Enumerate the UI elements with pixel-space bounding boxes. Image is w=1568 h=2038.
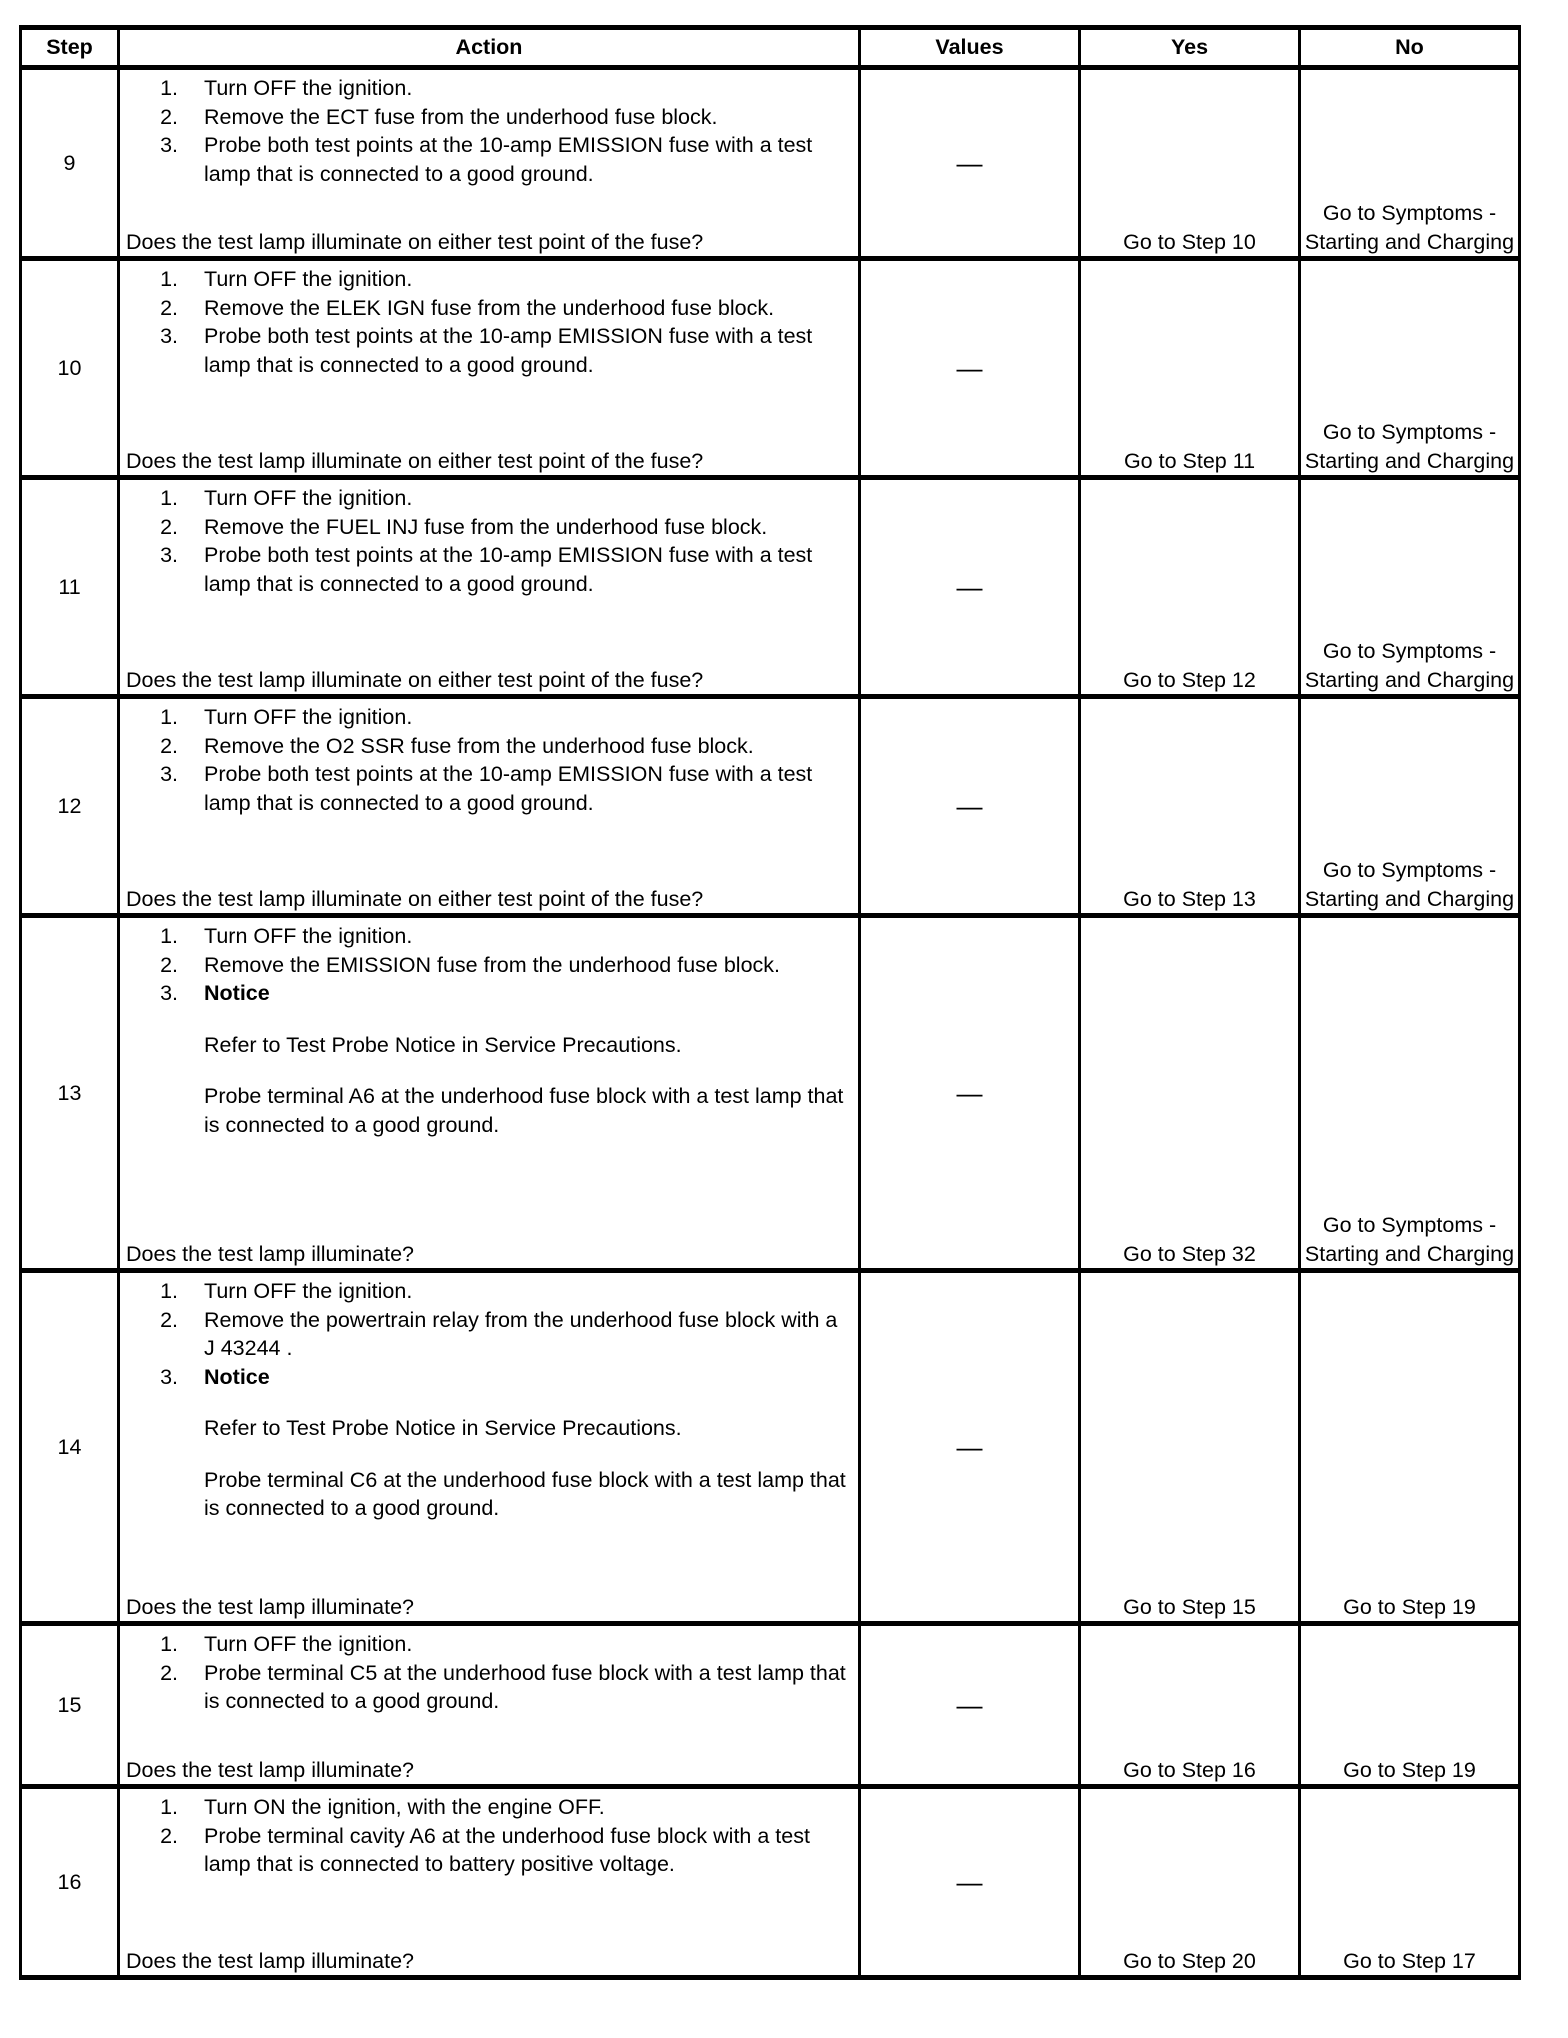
step-number: 10 — [21, 259, 119, 478]
action-cell — [119, 916, 860, 1271]
instruction-list — [126, 74, 852, 188]
question-text: Does the test lamp illuminate on either test point of the fuse? — [126, 448, 704, 473]
instruction-list — [126, 1277, 852, 1523]
action-cell — [119, 1787, 860, 1978]
instruction-list — [126, 265, 852, 379]
yes-link[interactable]: Go to Step 12 — [1080, 478, 1300, 697]
step-instruction-text: Turn OFF the ignition. — [204, 267, 413, 291]
item-number: 3. — [160, 133, 178, 157]
item-number: 1. — [160, 924, 178, 948]
step-instruction-text: Probe both test points at the 10-amp EMISSION fuse with a test lamp that is connected to a good ground. — [204, 324, 813, 377]
question-text: Does the test lamp illuminate on either test point of the fuse? — [126, 229, 704, 254]
yes-link[interactable]: Go to Step 11 — [1080, 259, 1300, 478]
step-instruction-text: Probe terminal cavity A6 at the underhood fuse block with a test lamp that is connected to battery positive voltage. — [204, 1823, 810, 1876]
header-action: Action — [119, 28, 860, 68]
yes-link[interactable]: Go to Step 15 — [1080, 1271, 1300, 1624]
item-number: 1. — [160, 76, 178, 100]
no-link[interactable]: Go to Step 19 — [1300, 1271, 1520, 1624]
instruction-list — [126, 484, 852, 598]
instruction-item — [126, 541, 852, 598]
header-row — [21, 28, 1520, 68]
table-row — [21, 916, 1520, 1271]
step-instruction-text: Turn OFF the ignition. — [204, 705, 413, 729]
instruction-item — [126, 732, 852, 761]
no-link[interactable]: Go to Step 19 — [1300, 1624, 1520, 1787]
yes-link[interactable]: Go to Step 10 — [1080, 68, 1300, 259]
header-step: Step — [21, 28, 119, 68]
table-row — [21, 259, 1520, 478]
question-text: Does the test lamp illuminate? — [126, 1948, 415, 1973]
instruction-item — [126, 103, 852, 132]
step-instruction-text: Remove the EMISSION fuse from the underhood fuse block. — [204, 952, 781, 977]
notice-label: Notice — [204, 1364, 270, 1389]
no-link[interactable]: Go to Symptoms - Starting and Charging — [1300, 697, 1520, 916]
notice-paragraph: Probe terminal A6 at the underhood fuse block with a test lamp that is connected to a good ground. — [204, 1084, 844, 1137]
no-link[interactable]: Go to Step 17 — [1300, 1787, 1520, 1978]
step-instruction-text: Probe both test points at the 10-amp EMISSION fuse with a test lamp that is connected to a good ground. — [204, 762, 813, 815]
instruction-item — [126, 1793, 852, 1822]
instruction-item — [126, 131, 852, 188]
values-cell: — — [860, 68, 1080, 259]
item-number: 1. — [160, 705, 178, 729]
step-instruction-text: Turn OFF the ignition. — [204, 486, 413, 510]
notice-paragraph: Refer to Test Probe Notice in Service Precautions. — [204, 1416, 682, 1440]
values-cell: — — [860, 1787, 1080, 1978]
item-number: 2. — [160, 952, 178, 977]
diagnostic-table — [19, 25, 1521, 1980]
action-cell — [119, 1271, 860, 1624]
question-text: Does the test lamp illuminate? — [126, 1241, 415, 1266]
instruction-item — [126, 1363, 852, 1523]
notice-paragraph: Probe terminal C6 at the underhood fuse block with a test lamp that is connected to a good ground. — [204, 1467, 846, 1520]
table-row — [21, 697, 1520, 916]
step-instruction-text: Probe terminal C5 at the underhood fuse block with a test lamp that is connected to a good ground. — [204, 1660, 846, 1713]
step-instruction-text: Turn ON the ignition, with the engine OFF. — [204, 1795, 605, 1819]
step-instruction-text: Remove the powertrain relay from the underhood fuse block with a J 43244 . — [204, 1307, 838, 1360]
instruction-item — [126, 1277, 852, 1306]
header-no: No — [1300, 28, 1520, 68]
instruction-item — [126, 1659, 852, 1716]
instruction-item — [126, 322, 852, 379]
instruction-item — [126, 703, 852, 732]
no-link[interactable]: Go to Symptoms - Starting and Charging — [1300, 916, 1520, 1271]
step-number: 16 — [21, 1787, 119, 1978]
header-yes: Yes — [1080, 28, 1300, 68]
item-number: 1. — [160, 1795, 178, 1819]
action-cell — [119, 1624, 860, 1787]
instruction-item — [126, 74, 852, 103]
yes-link[interactable]: Go to Step 13 — [1080, 697, 1300, 916]
values-cell: — — [860, 1624, 1080, 1787]
notice-paragraph: Refer to Test Probe Notice in Service Precautions. — [204, 1032, 682, 1057]
step-instruction-text: Remove the FUEL INJ fuse from the underhood fuse block. — [204, 514, 768, 539]
action-cell — [119, 68, 860, 259]
step-instruction-text: Remove the O2 SSR fuse from the underhood fuse block. — [204, 733, 754, 758]
item-number: 3. — [160, 1364, 178, 1389]
instruction-item — [126, 979, 852, 1139]
instruction-item — [126, 1822, 852, 1879]
instruction-list — [126, 922, 852, 1139]
values-cell: — — [860, 478, 1080, 697]
values-cell: — — [860, 916, 1080, 1271]
yes-link[interactable]: Go to Step 32 — [1080, 916, 1300, 1271]
step-instruction-text: Turn OFF the ignition. — [204, 1279, 413, 1303]
question-text: Does the test lamp illuminate on either test point of the fuse? — [126, 667, 704, 692]
question-text: Does the test lamp illuminate? — [126, 1594, 415, 1619]
item-number: 3. — [160, 762, 178, 786]
step-instruction-text: Turn OFF the ignition. — [204, 1632, 413, 1656]
action-cell — [119, 259, 860, 478]
item-number: 2. — [160, 104, 178, 129]
yes-link[interactable]: Go to Step 16 — [1080, 1624, 1300, 1787]
item-number: 2. — [160, 1307, 178, 1332]
table-row — [21, 478, 1520, 697]
instruction-list — [126, 1793, 852, 1879]
table-row — [21, 1624, 1520, 1787]
instruction-item — [126, 922, 852, 951]
item-number: 1. — [160, 1632, 178, 1656]
action-cell — [119, 478, 860, 697]
step-instruction-text: Turn OFF the ignition. — [204, 924, 413, 948]
instruction-list — [126, 1630, 852, 1716]
item-number: 1. — [160, 1279, 178, 1303]
item-number: 1. — [160, 267, 178, 291]
step-instruction-text: Remove the ECT fuse from the underhood fuse block. — [204, 104, 718, 129]
instruction-item — [126, 951, 852, 980]
instruction-list — [126, 703, 852, 817]
step-instruction-text: Remove the ELEK IGN fuse from the underhood fuse block. — [204, 295, 775, 320]
instruction-item — [126, 1630, 852, 1659]
values-cell: — — [860, 697, 1080, 916]
item-number: 2. — [160, 295, 178, 320]
item-number: 2. — [160, 733, 178, 758]
step-number: 14 — [21, 1271, 119, 1624]
values-cell: — — [860, 1271, 1080, 1624]
item-number: 3. — [160, 324, 178, 348]
table-row — [21, 1271, 1520, 1624]
item-number: 2. — [160, 514, 178, 539]
table-row — [21, 68, 1520, 259]
step-instruction-text: Probe both test points at the 10-amp EMISSION fuse with a test lamp that is connected to a good ground. — [204, 133, 813, 186]
item-number: 2. — [160, 1660, 178, 1685]
question-text: Does the test lamp illuminate? — [126, 1757, 415, 1782]
instruction-item — [126, 513, 852, 542]
step-number: 12 — [21, 697, 119, 916]
instruction-item — [126, 265, 852, 294]
header-values: Values — [860, 28, 1080, 68]
instruction-item — [126, 760, 852, 817]
instruction-item — [126, 294, 852, 323]
step-number: 15 — [21, 1624, 119, 1787]
step-instruction-text: Turn OFF the ignition. — [204, 76, 413, 100]
item-number: 3. — [160, 981, 178, 1005]
no-link[interactable]: Go to Symptoms - Starting and Charging — [1300, 259, 1520, 478]
instruction-item — [126, 484, 852, 513]
table-row — [21, 1787, 1520, 1978]
step-number: 9 — [21, 68, 119, 259]
no-link[interactable]: Go to Symptoms - Starting and Charging — [1300, 478, 1520, 697]
no-link[interactable]: Go to Symptoms - Starting and Charging — [1300, 68, 1520, 259]
step-number: 13 — [21, 916, 119, 1271]
step-instruction-text: Probe both test points at the 10-amp EMISSION fuse with a test lamp that is connected to a good ground. — [204, 543, 813, 596]
action-cell — [119, 697, 860, 916]
item-number: 2. — [160, 1823, 178, 1848]
item-number: 3. — [160, 543, 178, 567]
yes-link[interactable]: Go to Step 20 — [1080, 1787, 1300, 1978]
question-text: Does the test lamp illuminate on either test point of the fuse? — [126, 886, 704, 911]
item-number: 1. — [160, 486, 178, 510]
notice-label: Notice — [204, 981, 270, 1005]
instruction-item — [126, 1306, 852, 1363]
values-cell: — — [860, 259, 1080, 478]
step-number: 11 — [21, 478, 119, 697]
